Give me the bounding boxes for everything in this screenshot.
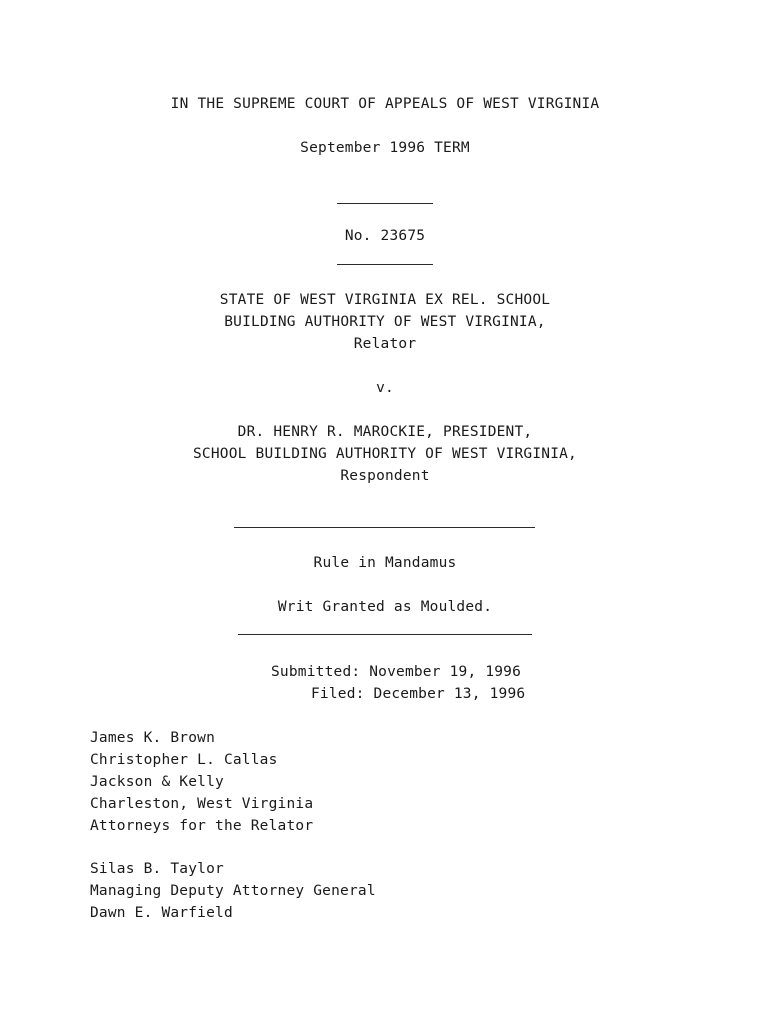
relator-role: Relator bbox=[353, 336, 417, 352]
separator-rule bbox=[337, 203, 433, 204]
separator-rule bbox=[238, 634, 532, 635]
counsel-relator-line: Jackson & Kelly bbox=[90, 774, 224, 790]
disposition-result: Writ Granted as Moulded. bbox=[277, 599, 493, 615]
counsel-relator-line: James K. Brown bbox=[90, 730, 216, 746]
versus: v. bbox=[376, 380, 394, 396]
respondent-line-1: DR. HENRY R. MAROCKIE, PRESIDENT, bbox=[237, 424, 533, 440]
separator-rule bbox=[337, 264, 433, 265]
counsel-relator-line: Christopher L. Callas bbox=[90, 752, 278, 768]
court-heading: IN THE SUPREME COURT OF APPEALS OF WEST VIRGINIA bbox=[170, 96, 600, 112]
respondent-line-2: SCHOOL BUILDING AUTHORITY OF WEST VIRGINIA, bbox=[193, 446, 577, 462]
counsel-relator-line: Attorneys for the Relator bbox=[90, 818, 314, 834]
submitted-date: Submitted: November 19, 1996 bbox=[271, 664, 522, 680]
respondent-role: Respondent bbox=[340, 468, 430, 484]
proceeding-type: Rule in Mandamus bbox=[313, 555, 457, 571]
counsel-respondent-line: Silas B. Taylor bbox=[90, 861, 224, 877]
counsel-relator-line: Charleston, West Virginia bbox=[90, 796, 314, 812]
case-number: No. 23675 bbox=[344, 228, 426, 244]
term-line: September 1996 TERM bbox=[300, 140, 470, 156]
relator-line-1: STATE OF WEST VIRGINIA EX REL. SCHOOL bbox=[219, 292, 551, 308]
counsel-respondent-line: Managing Deputy Attorney General bbox=[90, 883, 376, 899]
relator-line-2: BUILDING AUTHORITY OF WEST VIRGINIA, bbox=[224, 314, 546, 330]
separator-rule bbox=[234, 527, 535, 528]
counsel-respondent-line: Dawn E. Warfield bbox=[90, 905, 233, 921]
filed-date: Filed: December 13, 1996 bbox=[311, 686, 526, 702]
